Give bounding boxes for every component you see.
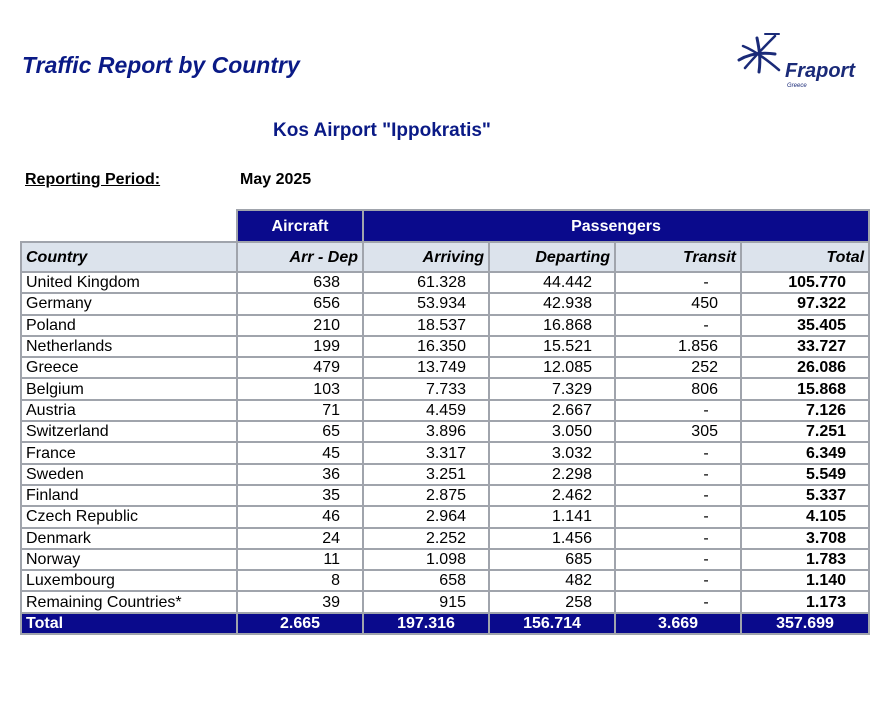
cell-arriving: 3.896 xyxy=(363,421,489,442)
cell-country: Sweden xyxy=(21,464,237,485)
cell-arriving: 1.098 xyxy=(363,549,489,570)
cell-country: Austria xyxy=(21,400,237,421)
table-row xyxy=(21,421,869,442)
reporting-period-label: Reporting Period: xyxy=(25,171,161,188)
cell-transit: 806 xyxy=(615,378,741,399)
cell-departing: 2.298 xyxy=(489,464,615,485)
cell-transit: - xyxy=(615,442,741,463)
cell-transit: 305 xyxy=(615,421,741,442)
cell-total: 1.783 xyxy=(741,549,869,570)
table-row xyxy=(21,293,869,314)
cell-arriving: 2.875 xyxy=(363,485,489,506)
cell-transit: - xyxy=(615,315,741,336)
cell-arr-dep: 65 xyxy=(237,421,363,442)
cell-total: 105.770 xyxy=(741,272,869,293)
table-row xyxy=(21,485,869,506)
table-row xyxy=(21,549,869,570)
cell-arriving: 3.251 xyxy=(363,464,489,485)
fraport-logo xyxy=(735,30,865,92)
logo-subtext: Greece xyxy=(787,83,807,89)
table-row xyxy=(21,357,869,378)
reporting-period-value: May 2025 xyxy=(240,171,312,188)
cell-country: Norway xyxy=(21,549,237,570)
cell-arriving: 658 xyxy=(363,570,489,591)
total-departing: 156.714 xyxy=(489,613,615,634)
airport-name: Kos Airport "Ippokratis" xyxy=(273,120,491,141)
cell-arr-dep: 24 xyxy=(237,528,363,549)
cell-country: Switzerland xyxy=(21,421,237,442)
logo-wordmark: Fraport xyxy=(785,60,855,82)
cell-transit: - xyxy=(615,272,741,293)
cell-country: Germany xyxy=(21,293,237,314)
cell-departing: 16.868 xyxy=(489,315,615,336)
cell-arriving: 4.459 xyxy=(363,400,489,421)
group-header-row xyxy=(21,210,869,242)
cell-departing: 1.456 xyxy=(489,528,615,549)
cell-total: 5.549 xyxy=(741,464,869,485)
cell-total: 97.322 xyxy=(741,293,869,314)
cell-arr-dep: 8 xyxy=(237,570,363,591)
cell-total: 26.086 xyxy=(741,357,869,378)
cell-country: Denmark xyxy=(21,528,237,549)
cell-transit: - xyxy=(615,506,741,527)
cell-arr-dep: 103 xyxy=(237,378,363,399)
cell-country: Belgium xyxy=(21,378,237,399)
table-row xyxy=(21,400,869,421)
cell-transit: - xyxy=(615,591,741,612)
cell-arr-dep: 35 xyxy=(237,485,363,506)
column-header-departing: Departing xyxy=(489,242,615,272)
cell-departing: 15.521 xyxy=(489,336,615,357)
cell-total: 7.251 xyxy=(741,421,869,442)
traffic-table xyxy=(20,209,870,635)
cell-arriving: 7.733 xyxy=(363,378,489,399)
cell-total: 4.105 xyxy=(741,506,869,527)
cell-departing: 1.141 xyxy=(489,506,615,527)
cell-departing: 2.462 xyxy=(489,485,615,506)
table-row xyxy=(21,591,869,612)
cell-country: Finland xyxy=(21,485,237,506)
cell-arriving: 2.252 xyxy=(363,528,489,549)
total-transit: 3.669 xyxy=(615,613,741,634)
total-label: Total xyxy=(21,613,237,634)
cell-arriving: 13.749 xyxy=(363,357,489,378)
cell-arr-dep: 71 xyxy=(237,400,363,421)
total-total: 357.699 xyxy=(741,613,869,634)
cell-transit: - xyxy=(615,485,741,506)
cell-transit: 450 xyxy=(615,293,741,314)
cell-departing: 3.050 xyxy=(489,421,615,442)
cell-total: 1.173 xyxy=(741,591,869,612)
cell-departing: 258 xyxy=(489,591,615,612)
table-row xyxy=(21,464,869,485)
column-header-country: Country xyxy=(21,242,237,272)
table-body xyxy=(21,272,869,613)
cell-departing: 2.667 xyxy=(489,400,615,421)
cell-departing: 44.442 xyxy=(489,272,615,293)
cell-total: 6.349 xyxy=(741,442,869,463)
cell-arriving: 18.537 xyxy=(363,315,489,336)
cell-departing: 685 xyxy=(489,549,615,570)
cell-departing: 482 xyxy=(489,570,615,591)
cell-total: 5.337 xyxy=(741,485,869,506)
cell-transit: 1.856 xyxy=(615,336,741,357)
cell-arr-dep: 479 xyxy=(237,357,363,378)
cell-departing: 7.329 xyxy=(489,378,615,399)
cell-total: 3.708 xyxy=(741,528,869,549)
cell-arriving: 2.964 xyxy=(363,506,489,527)
cell-total: 33.727 xyxy=(741,336,869,357)
total-arriving: 197.316 xyxy=(363,613,489,634)
cell-arr-dep: 210 xyxy=(237,315,363,336)
table-row xyxy=(21,336,869,357)
cell-transit: - xyxy=(615,570,741,591)
column-header-arr-dep: Arr - Dep xyxy=(237,242,363,272)
table-row xyxy=(21,315,869,336)
cell-arr-dep: 11 xyxy=(237,549,363,570)
cell-country: United Kingdom xyxy=(21,272,237,293)
total-arr-dep: 2.665 xyxy=(237,613,363,634)
column-header-transit: Transit xyxy=(615,242,741,272)
cell-departing: 3.032 xyxy=(489,442,615,463)
column-header-row xyxy=(21,242,869,272)
cell-arr-dep: 39 xyxy=(237,591,363,612)
cell-transit: 252 xyxy=(615,357,741,378)
cell-arriving: 61.328 xyxy=(363,272,489,293)
cell-transit: - xyxy=(615,464,741,485)
table-row xyxy=(21,528,869,549)
group-header-blank xyxy=(21,210,237,242)
cell-country: Greece xyxy=(21,357,237,378)
cell-arr-dep: 36 xyxy=(237,464,363,485)
column-header-arriving: Arriving xyxy=(363,242,489,272)
table-row xyxy=(21,272,869,293)
cell-transit: - xyxy=(615,549,741,570)
cell-country: France xyxy=(21,442,237,463)
cell-transit: - xyxy=(615,528,741,549)
table-row xyxy=(21,378,869,399)
cell-arr-dep: 199 xyxy=(237,336,363,357)
aircraft-group-header: Aircraft xyxy=(237,210,363,242)
cell-arr-dep: 45 xyxy=(237,442,363,463)
cell-arr-dep: 638 xyxy=(237,272,363,293)
report-title: Traffic Report by Country xyxy=(22,52,300,78)
total-row xyxy=(21,613,869,634)
cell-arriving: 915 xyxy=(363,591,489,612)
cell-country: Netherlands xyxy=(21,336,237,357)
cell-total: 7.126 xyxy=(741,400,869,421)
cell-transit: - xyxy=(615,400,741,421)
cell-arr-dep: 656 xyxy=(237,293,363,314)
cell-total: 1.140 xyxy=(741,570,869,591)
cell-departing: 12.085 xyxy=(489,357,615,378)
cell-arr-dep: 46 xyxy=(237,506,363,527)
cell-departing: 42.938 xyxy=(489,293,615,314)
table-row xyxy=(21,442,869,463)
cell-arriving: 16.350 xyxy=(363,336,489,357)
cell-country: Luxembourg xyxy=(21,570,237,591)
cell-arriving: 3.317 xyxy=(363,442,489,463)
passengers-group-header: Passengers xyxy=(363,210,869,242)
cell-country: Poland xyxy=(21,315,237,336)
cell-arriving: 53.934 xyxy=(363,293,489,314)
cell-country: Czech Republic xyxy=(21,506,237,527)
cell-country: Remaining Countries* xyxy=(21,591,237,612)
cell-total: 15.868 xyxy=(741,378,869,399)
column-header-total: Total xyxy=(741,242,869,272)
table-row xyxy=(21,570,869,591)
cell-total: 35.405 xyxy=(741,315,869,336)
table-row xyxy=(21,506,869,527)
